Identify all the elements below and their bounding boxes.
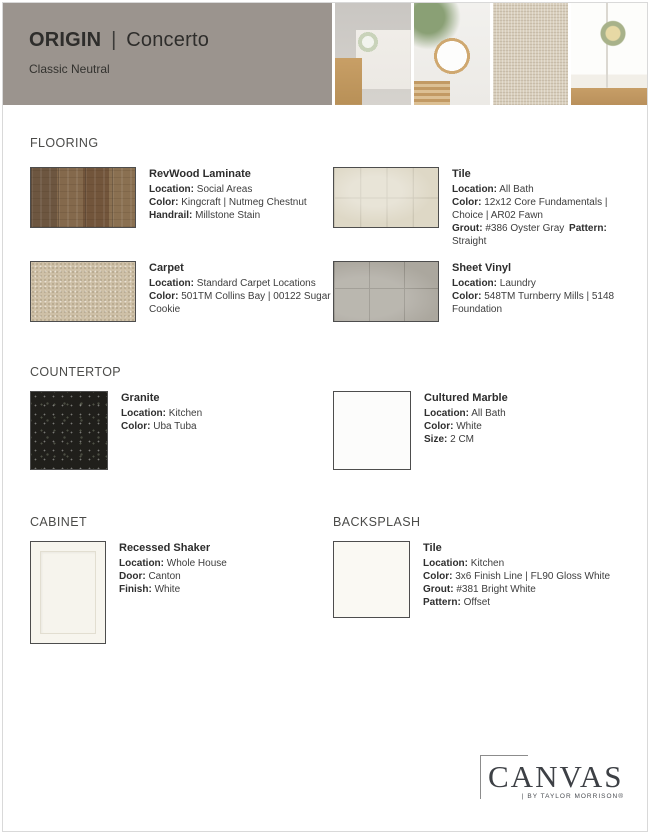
spec-value: Standard Carpet Locations xyxy=(196,278,316,289)
spec-value: Whole House xyxy=(166,558,227,569)
spec-line xyxy=(149,196,307,209)
backsplash-item-tile xyxy=(333,541,637,618)
collection-name: ORIGIN xyxy=(29,29,102,51)
window-scene-photo xyxy=(571,3,647,105)
spec-value: White xyxy=(154,584,181,595)
spec-line xyxy=(149,277,333,290)
cabinet-item-recessed-shaker xyxy=(30,541,333,644)
spec-label: Location: xyxy=(423,558,468,569)
item-info xyxy=(119,541,227,596)
item-title: Recessed Shaker xyxy=(119,542,211,554)
backsplash-tile-swatch xyxy=(333,541,410,618)
spec-value: Laundry xyxy=(499,278,536,289)
spec-label: Door: xyxy=(119,571,146,582)
item-info xyxy=(424,391,508,446)
spec-line xyxy=(121,420,202,433)
spec-line xyxy=(149,290,333,316)
cabinet-backsplash-headings xyxy=(30,515,637,529)
spec-line xyxy=(119,570,227,583)
flooring-row-1 xyxy=(30,167,637,248)
spec-line xyxy=(452,183,637,196)
spec-label: Size: xyxy=(424,434,448,445)
sheet-vinyl-swatch xyxy=(333,261,439,322)
spec-label: Color: xyxy=(452,197,482,208)
spec-label: Color: xyxy=(121,421,151,432)
spec-line xyxy=(423,557,610,570)
item-title: RevWood Laminate xyxy=(149,168,251,180)
spec-line xyxy=(423,570,610,583)
spec-value: All Bath xyxy=(499,184,534,195)
item-info xyxy=(149,167,307,222)
spec-value: Uba Tuba xyxy=(153,421,197,432)
spec-line xyxy=(423,596,610,609)
spec-value: 501TM Collins Bay | 00122 Sugar Cookie xyxy=(149,291,331,315)
title-divider: | xyxy=(111,29,117,51)
spec-line xyxy=(452,222,637,248)
flooring-item-sheet-vinyl xyxy=(333,261,637,322)
spec-value: Kingcraft | Nutmeg Chestnut xyxy=(181,197,307,208)
spec-label: Finish: xyxy=(119,584,152,595)
spec-label: Location: xyxy=(452,184,497,195)
spec-value: 3x6 Finish Line | FL90 Gloss White xyxy=(455,571,611,582)
item-title: Cultured Marble xyxy=(424,392,508,404)
living-room-photo xyxy=(335,3,411,105)
brand-name: CANVAS xyxy=(488,759,624,794)
item-title: Granite xyxy=(121,392,160,404)
spec-value: Canton xyxy=(148,571,181,582)
spec-label: Color: xyxy=(424,421,454,432)
spec-value: #381 Bright White xyxy=(456,584,536,595)
spec-label: Location: xyxy=(121,408,166,419)
cultured-marble-swatch xyxy=(333,391,411,470)
countertop-item-granite xyxy=(30,391,333,470)
spec-label: Location: xyxy=(452,278,497,289)
spec-label: Pattern: xyxy=(423,597,461,608)
spec-label: Location: xyxy=(149,184,194,195)
spec-label: Color: xyxy=(149,197,179,208)
flooring-item-carpet xyxy=(30,261,333,322)
spec-label: Pattern: xyxy=(569,223,607,234)
header xyxy=(3,3,647,105)
item-info xyxy=(452,167,637,248)
spec-value: Offset xyxy=(463,597,491,608)
header-photo-strip xyxy=(335,3,647,105)
countertop-row xyxy=(30,391,637,470)
item-title: Sheet Vinyl xyxy=(452,262,512,274)
countertop-heading: COUNTERTOP xyxy=(30,365,122,379)
item-title: Carpet xyxy=(149,262,184,274)
spec-line xyxy=(424,420,508,433)
spec-label: Location: xyxy=(424,408,469,419)
spec-label: Grout: xyxy=(423,584,454,595)
granite-swatch xyxy=(30,391,108,470)
page-title xyxy=(29,29,322,52)
spec-value: #386 Oyster Gray xyxy=(485,223,565,234)
flooring-heading: FLOORING xyxy=(30,136,99,150)
cabinet-door-swatch xyxy=(30,541,106,644)
cabinet-heading: CABINET xyxy=(30,515,87,529)
spec-label: Color: xyxy=(452,291,482,302)
canvas-logo xyxy=(480,755,626,811)
item-title: Tile xyxy=(452,168,471,180)
spec-sheet-page xyxy=(2,2,648,832)
spec-value: 548TM Turnberry Mills | 5148 Foundation xyxy=(452,291,615,315)
item-info xyxy=(121,391,202,433)
wood-laminate-swatch xyxy=(30,167,136,228)
spec-value: 2 CM xyxy=(450,434,475,445)
flooring-row-2 xyxy=(30,261,637,322)
spec-line xyxy=(149,183,307,196)
spec-label: Color: xyxy=(423,571,453,582)
spec-line xyxy=(452,277,637,290)
spec-label: Color: xyxy=(149,291,179,302)
spec-line xyxy=(452,196,637,222)
cabinet-door-panel-inset xyxy=(40,551,96,634)
spec-line xyxy=(423,583,610,596)
spec-value: Social Areas xyxy=(196,184,253,195)
spec-value: Straight xyxy=(452,236,487,247)
spec-line xyxy=(119,557,227,570)
item-title: Tile xyxy=(423,542,442,554)
spec-value: Millstone Stain xyxy=(195,210,261,221)
spec-line xyxy=(424,433,508,446)
backsplash-heading: BACKSPLASH xyxy=(333,515,421,529)
spec-value: 12x12 Core Fundamentals | Choice | AR02 Fawn xyxy=(452,197,608,221)
spec-line xyxy=(424,407,508,420)
flooring-item-tile xyxy=(333,167,637,248)
carpet-swatch xyxy=(30,261,136,322)
spec-value: Kitchen xyxy=(168,408,203,419)
content xyxy=(3,136,647,644)
countertop-item-cultured-marble xyxy=(333,391,637,470)
spec-line xyxy=(121,407,202,420)
spec-label: Location: xyxy=(119,558,164,569)
style-subtitle: Classic Neutral xyxy=(29,62,110,76)
item-info xyxy=(149,261,333,316)
spec-label: Grout: xyxy=(452,223,483,234)
spec-value: All Bath xyxy=(471,408,506,419)
spec-label: Location: xyxy=(149,278,194,289)
spec-value: Kitchen xyxy=(470,558,505,569)
cabinet-backsplash-row xyxy=(30,541,637,644)
spec-value: White xyxy=(456,421,482,432)
item-info xyxy=(452,261,637,316)
flooring-item-revwood xyxy=(30,167,333,228)
spec-label: Handrail: xyxy=(149,210,193,221)
package-name: Concerto xyxy=(126,29,210,51)
rattan-chair-photo xyxy=(414,3,490,105)
spec-line xyxy=(452,290,637,316)
linen-texture-photo xyxy=(493,3,569,105)
item-info xyxy=(423,541,610,609)
spec-line xyxy=(119,583,227,596)
brand-tagline: | BY TAYLOR MORRISON® xyxy=(521,793,624,800)
header-title-panel xyxy=(3,3,332,105)
spec-line xyxy=(149,209,307,222)
beige-tile-swatch xyxy=(333,167,439,228)
